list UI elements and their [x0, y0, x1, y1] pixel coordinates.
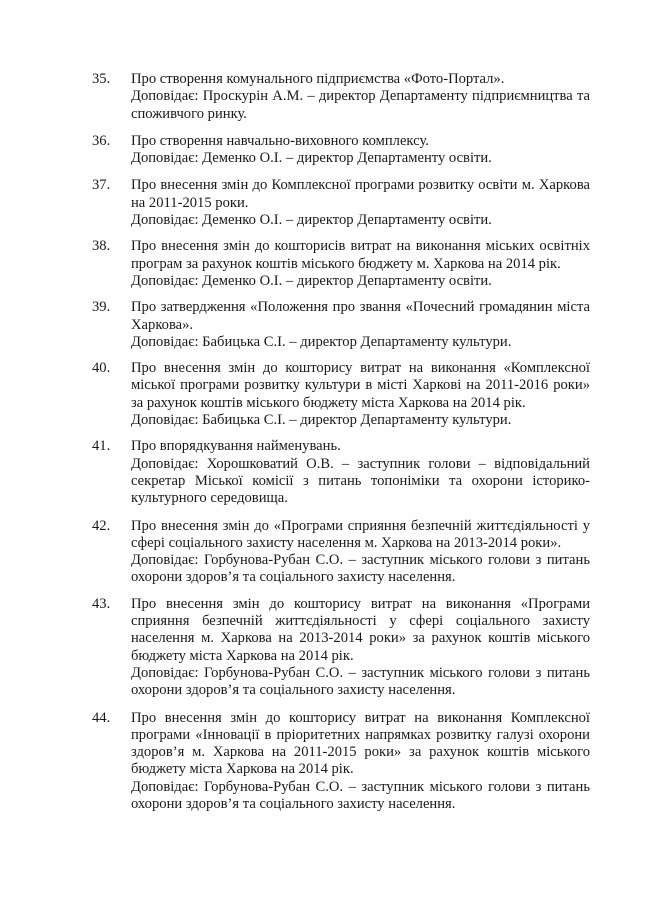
- item-speaker: Доповідає: Горбунова-Рубан С.О. – заступник міського голови з питань охорони здоров’я та соціального захисту населення.: [131, 664, 590, 699]
- item-speaker: Доповідає: Бабицька С.І. – директор Департаменту культури.: [131, 412, 512, 429]
- agenda-item-38: [92, 238, 590, 290]
- agenda-item-37: [92, 177, 590, 229]
- item-body: [131, 438, 590, 507]
- item-body: [131, 133, 590, 168]
- item-speaker: Доповідає: Горбунова-Рубан С.О. – заступник міського голови з питань охорони здоров’я та соціального захисту населення.: [131, 778, 590, 812]
- agenda-list: [92, 71, 590, 813]
- item-number: 42.: [92, 517, 111, 534]
- item-number: 40.: [92, 360, 111, 377]
- item-speaker: Доповідає: Деменко О.І. – директор Департаменту освіти.: [131, 272, 492, 289]
- agenda-item-41: [92, 438, 590, 507]
- item-speaker: Доповідає: Хорошковатий О.В. – заступник голови – відповідальний секретар Міської комісії з питань топоніміки та охорони історико-культурного середовища.: [131, 455, 590, 507]
- item-body: [131, 71, 590, 123]
- item-number: 41.: [92, 438, 111, 455]
- item-title: Про внесення змін до Комплексної програми розвитку освіти м. Харкова на 2011-2015 роки.: [131, 177, 590, 211]
- agenda-item-36: [92, 133, 590, 168]
- item-title: Про створення навчально-виховного комплексу.: [131, 132, 429, 149]
- item-speaker: Доповідає: Проскурін А.М. – директор Департаменту підприємництва та споживчого ринку.: [131, 88, 590, 122]
- agenda-item-40: [92, 360, 590, 429]
- agenda-item-44: [92, 710, 590, 814]
- item-body: [131, 238, 590, 290]
- item-number: 38.: [92, 238, 111, 255]
- item-title: Про створення комунального підприємства «Фото-Портал».: [131, 71, 505, 87]
- item-body: [131, 299, 590, 351]
- agenda-item-42: [92, 518, 590, 587]
- item-title: Про внесення змін до кошторисів витрат на виконання міських освітніх програм за рахунок коштів міського бюджету м. Харкова на 2014 рік.: [131, 238, 590, 272]
- item-number: 39.: [92, 299, 111, 316]
- item-number: 37.: [92, 177, 111, 194]
- item-title: Про внесення змін до кошторису витрат на виконання «Програми сприяння безпечній життєдіяльності у сфері соціального захисту населення м. Харкова на 2013-2014 роки» за рахунок коштів міського бюджету міста Харкова на 2014 рік.: [131, 595, 590, 664]
- agenda-item-35: [92, 71, 590, 123]
- item-body: [131, 518, 590, 587]
- item-title: Про впорядкування найменувань.: [131, 438, 341, 455]
- item-title: Про внесення змін до кошторису витрат на виконання «Комплексної міської програми розвитку культури в місті Харкові на 2011-2016 роки» за рахунок коштів міського бюджету міста Харкова на 2014 рік.: [131, 360, 590, 411]
- agenda-item-43: [92, 596, 590, 700]
- item-body: [131, 710, 590, 814]
- item-number: 44.: [92, 709, 111, 726]
- item-title: Про внесення змін до «Програми сприяння безпечній життєдіяльності у сфері соціального захисту населення м. Харкова на 2013-2014 роки».: [131, 517, 590, 551]
- item-number: 35.: [92, 71, 111, 87]
- item-body: [131, 177, 590, 229]
- item-speaker: Доповідає: Бабицька С.І. – директор Департаменту культури.: [131, 333, 512, 350]
- agenda-item-39: [92, 299, 590, 351]
- item-title: Про затвердження «Положення про звання «Почесний громадянин міста Харкова».: [131, 299, 590, 333]
- item-speaker: Доповідає: Деменко О.І. – директор Департаменту освіти.: [131, 212, 492, 229]
- item-title: Про внесення змін до кошторису витрат на виконання Комплексної програми «Інновації в пріоритетних напрямках розвитку галузі охорони здоров’я м. Харкова на 2011-2015 роки» за рахунок коштів міського бюджету міста Харкова на 2014 рік.: [131, 709, 590, 778]
- item-number: 36.: [92, 132, 111, 149]
- item-body: [131, 360, 590, 429]
- item-body: [131, 596, 590, 700]
- item-speaker: Доповідає: Горбунова-Рубан С.О. – заступник міського голови з питань охорони здоров’я та соціального захисту населення.: [131, 552, 590, 586]
- item-speaker: Доповідає: Деменко О.І. – директор Департаменту освіти.: [131, 150, 492, 167]
- item-number: 43.: [92, 595, 111, 612]
